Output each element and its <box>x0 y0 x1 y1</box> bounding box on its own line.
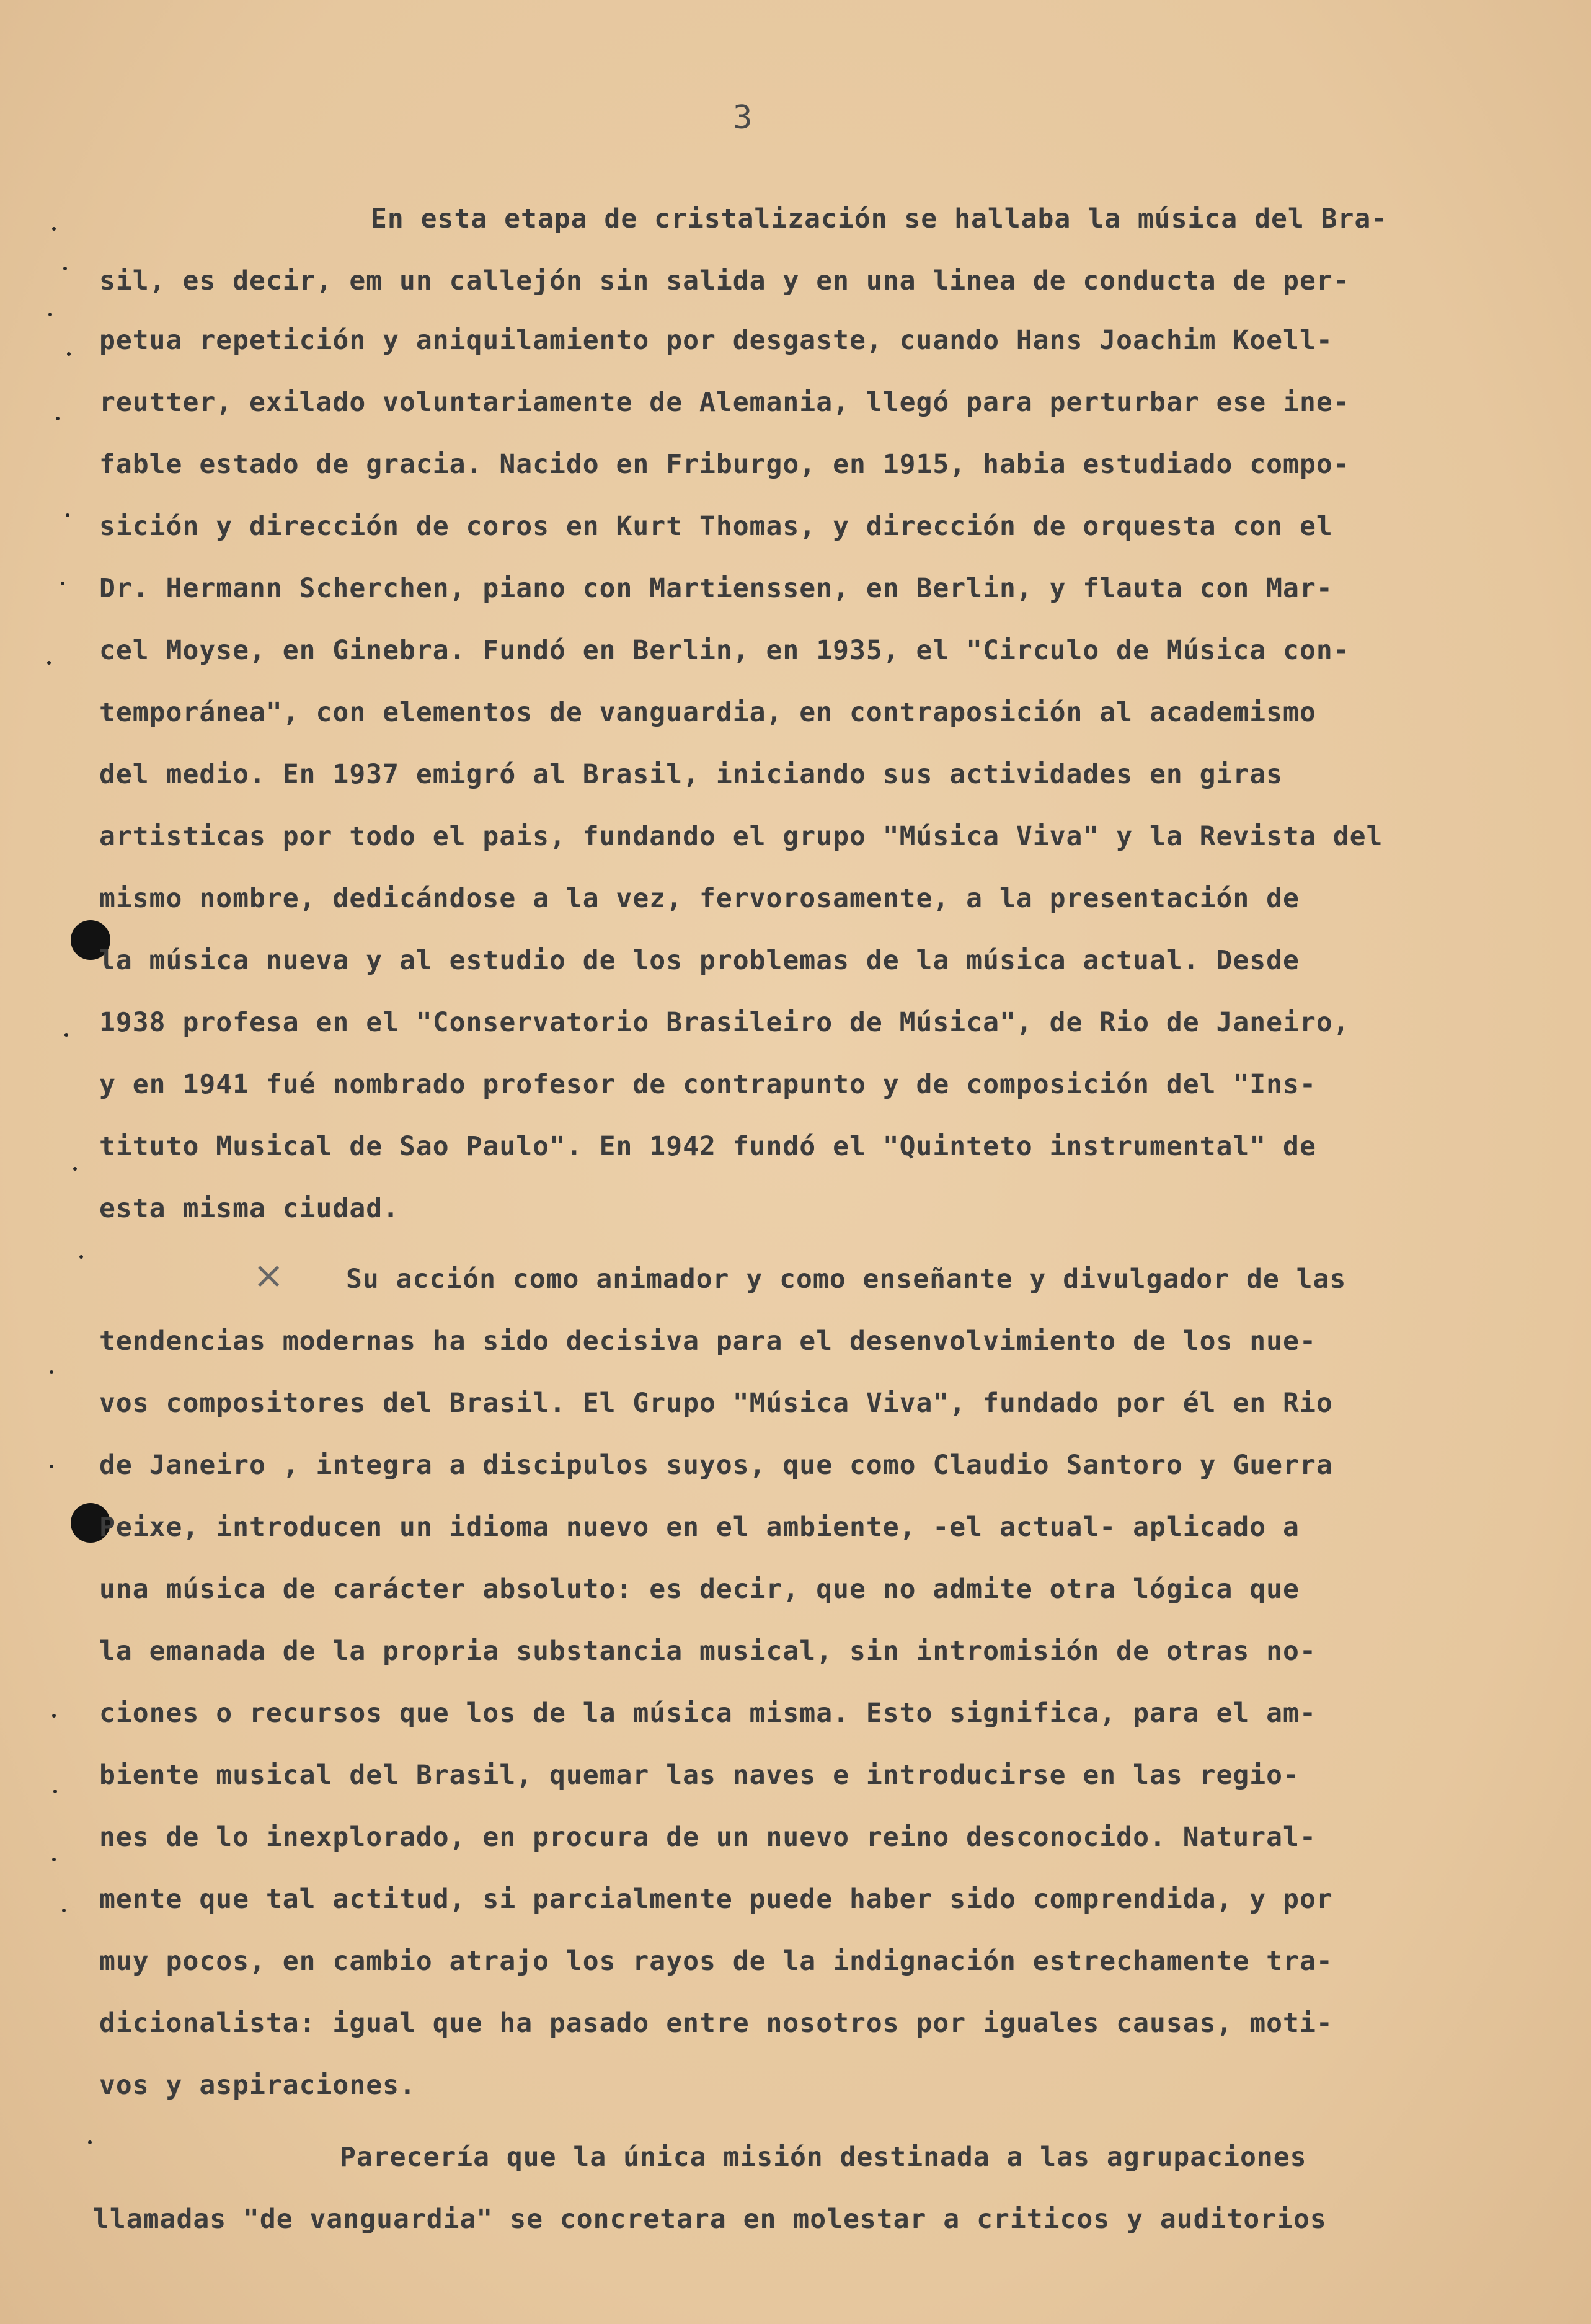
text-line: mismo nombre, dedicándose a la vez, fervorosamente, a la presentación de <box>99 883 1300 914</box>
margin-dot <box>48 313 52 316</box>
text-line: Peixe, introducen un idioma nuevo en el ambiente, -el actual- aplicado a <box>99 1512 1300 1543</box>
text-line: sición y dirección de coros en Kurt Thomas, y dirección de orquesta con el <box>99 511 1333 542</box>
text-line: petua repetición y aniquilamiento por desgaste, cuando Hans Joachim Koell- <box>99 325 1333 356</box>
text-line: vos compositores del Brasil. El Grupo "Música Viva", fundado por él en Rio <box>99 1388 1333 1419</box>
text-line: una música de carácter absoluto: es decir, que no admite otra lógica que <box>99 1574 1300 1605</box>
text-line: de Janeiro , integra a discipulos suyos, que como Claudio Santoro y Guerra <box>99 1450 1333 1481</box>
text-line: muy pocos, en cambio atrajo los rayos de la indignación estrechamente tra- <box>99 1946 1333 1977</box>
text-line: vos y aspiraciones. <box>99 2070 416 2101</box>
text-line: artisticas por todo el pais, fundando el grupo "Música Viva" y la Revista del <box>99 821 1383 852</box>
page-number: 3 <box>733 99 753 136</box>
text-line: mente que tal actitud, si parcialmente puede haber sido comprendida, y por <box>99 1884 1333 1915</box>
text-line: la música nueva y al estudio de los problemas de la música actual. Desde <box>99 945 1300 976</box>
text-line: del medio. En 1937 emigró al Brasil, iniciando sus actividades en giras <box>99 759 1283 790</box>
text-line: 1938 profesa en el "Conservatorio Brasileiro de Música", de Rio de Janeiro, <box>99 1007 1350 1038</box>
text-line: Parecería que la única misión destinada a las agrupaciones <box>340 2142 1307 2173</box>
text-line: sil, es decir, em un callejón sin salida y en una linea de conducta de per- <box>99 265 1350 296</box>
margin-dot <box>50 1370 53 1374</box>
text-line: temporánea", con elementos de vanguardia, en contraposición al academismo <box>99 697 1316 728</box>
text-line: llamadas "de vanguardia" se concretara en molestar a criticos y auditorios <box>93 2204 1327 2235</box>
text-line: cel Moyse, en Ginebra. Fundó en Berlin, en 1935, el "Circulo de Música con- <box>99 635 1350 666</box>
text-line: reutter, exilado voluntariamente de Alemania, llegó para perturbar ese ine- <box>99 387 1350 418</box>
text-line: esta misma ciudad. <box>99 1193 399 1224</box>
text-line: Su acción como animador y como enseñante y divulgador de las <box>346 1264 1347 1295</box>
text-line: tituto Musical de Sao Paulo". En 1942 fundó el "Quinteto instrumental" de <box>99 1131 1316 1162</box>
margin-x-mark: × <box>253 1254 285 1297</box>
text-line: la emanada de la propria substancia musical, sin intromisión de otras no- <box>99 1636 1316 1667</box>
text-line: Dr. Hermann Scherchen, piano con Martienssen, en Berlin, y flauta con Mar- <box>99 573 1333 604</box>
text-line: dicionalista: igual que ha pasado entre nosotros por iguales causas, moti- <box>99 2008 1333 2039</box>
text-line: tendencias modernas ha sido decisiva para el desenvolvimiento de los nue- <box>99 1326 1316 1357</box>
text-line: fable estado de gracia. Nacido en Friburgo, en 1915, habia estudiado compo- <box>99 449 1350 480</box>
text-line: y en 1941 fué nombrado profesor de contrapunto y de composición del "Ins- <box>99 1069 1316 1100</box>
text-line: ciones o recursos que los de la música misma. Esto significa, para el am- <box>99 1698 1316 1729</box>
text-line: En esta etapa de cristalización se hallaba la música del Bra- <box>371 203 1388 234</box>
text-line: biente musical del Brasil, quemar las naves e introducirse en las regio- <box>99 1760 1300 1791</box>
text-line: nes de lo inexplorado, en procura de un nuevo reino desconocido. Natural- <box>99 1822 1316 1853</box>
